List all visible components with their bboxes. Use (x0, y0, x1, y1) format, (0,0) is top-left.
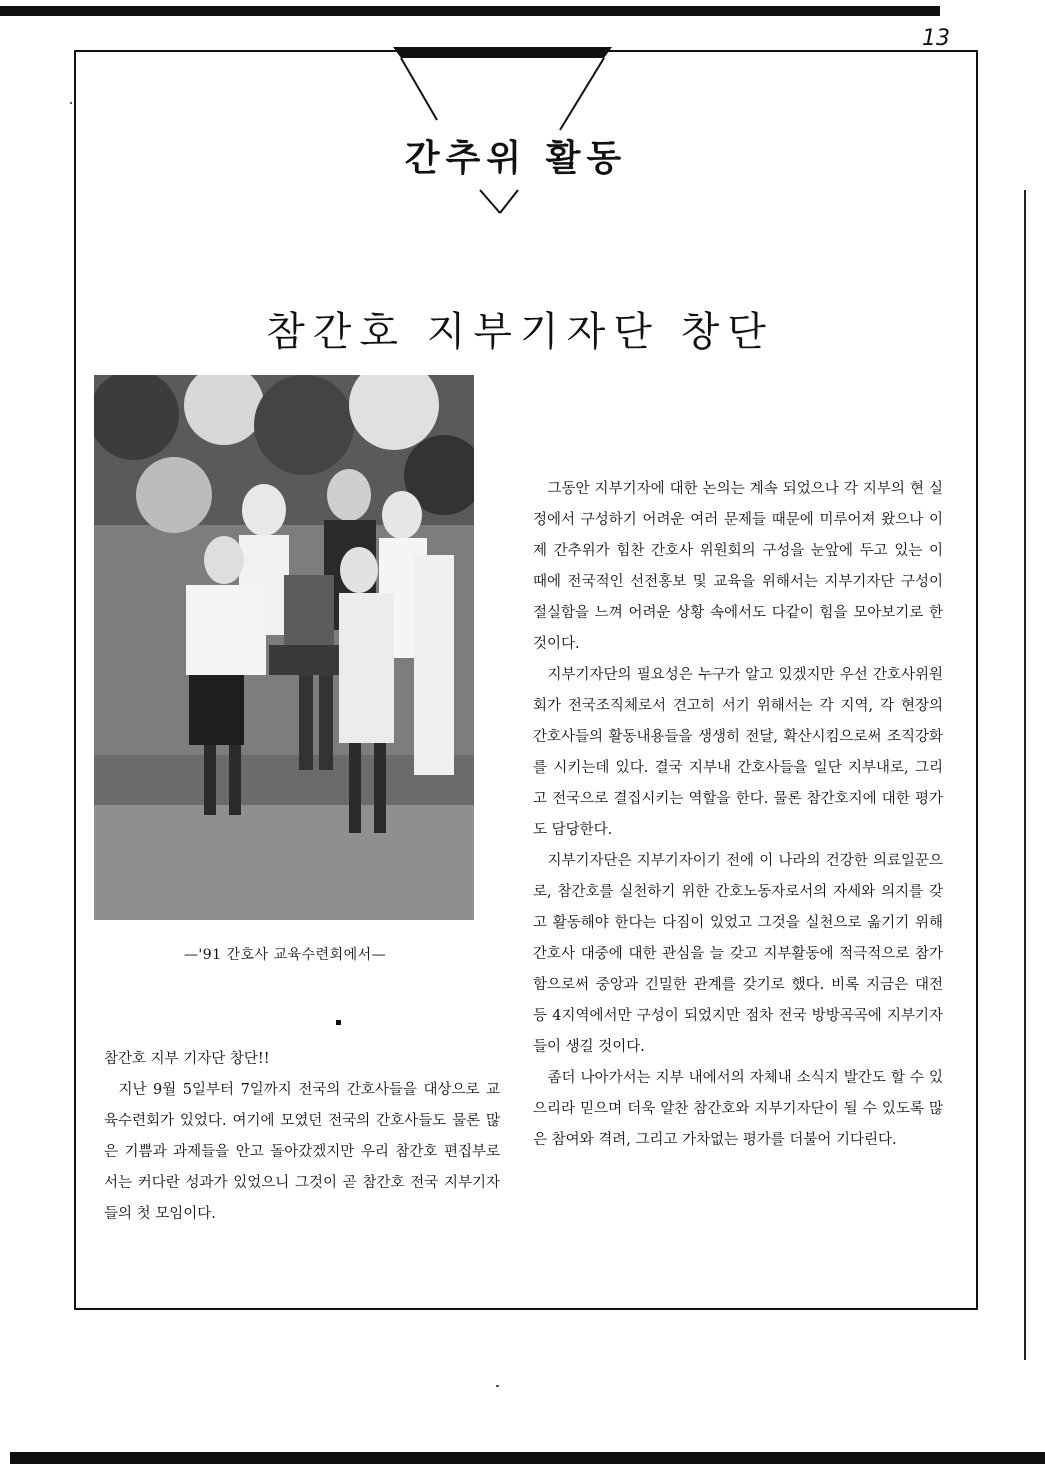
bottom-border-bar (10, 1452, 1045, 1464)
left-subheading: 참간호 지부 기자단 창단!! (104, 1051, 270, 1067)
right-column (533, 474, 943, 1156)
left-column (104, 1044, 500, 1230)
left-paragraph: 지난 9월 5일부터 7일까지 전국의 간호사들을 대상으로 교육수련회가 있었다. 여기에 모였던 전국의 간호사들도 물론 많은 기쁨과 과제들을 안고 돌아갔겠지만 우리 참간호 편집부로서는 커다란 성과가 있었으니 그것이 곧 참간호 전국 지부기자들의 첫 모임이다. (104, 1082, 500, 1222)
right-paragraph-4: 좀더 나아가서는 지부 내에서의 자체내 소식지 발간도 할 수 있으리라 믿으며 더욱 알찬 참간호와 지부기자단이 될 수 있도록 많은 참여와 격려, 그리고 가차없는 평가를 더불어 기다린다. (533, 1070, 943, 1148)
right-paragraph-2: 지부기자단의 필요성은 누구가 알고 있겠지만 우선 간호사위원회가 전국조직체로서 견고히 서기 위해서는 각 지역, 각 현장의 간호사들의 활동내용들을 생생히 전달, 확산시킴으로써 조직강화를 시키는데 있다. 결국 지부내 간호사들을 일단 지부내로, 그리고 전국으로 결집시키는 역할을 한다. 물론 참간호지에 대한 평가도 담당한다. (533, 667, 943, 838)
article-title: 참간호 지부기자단 창단 (266, 309, 774, 355)
photo-caption: —'91 간호사 교육수련회에서— (183, 947, 387, 963)
page-number: 13 (922, 26, 950, 51)
group-photo-icon (94, 375, 474, 920)
right-paragraph-3: 지부기자단은 지부기자이기 전에 이 나라의 건강한 의료일꾼으로, 참간호를 실천하기 위한 간호노동자로서의 자세와 의지를 갖고 활동해야 한다는 다짐이 있었고 그것을 실천으로 옮기기 위해 간호사 대중에 대한 관심을 늘 갖고 지부활동에 적극적으로 참가함으로써 중앙과 긴밀한 관계를 갖기로 했다. 비록 지금은 대전 등 4지역에서만 구성이 되었지만 점차 전국 방방곡곡에 지부기자들이 생길 것이다. (533, 853, 943, 1055)
scan-edge-line (1024, 190, 1026, 1360)
top-border-bar (0, 6, 940, 16)
separator-dot (336, 1020, 341, 1025)
group-photo (94, 375, 474, 920)
right-paragraph-1: 그동안 지부기자에 대한 논의는 계속 되었으나 각 지부의 현 실정에서 구성하기 어려운 여러 문제들 때문에 미루어져 왔으나 이제 간추위가 힘찬 간호사 위원회의 구성을 눈앞에 두고 있는 이 때에 전국적인 선전홍보 및 교육을 위해서는 지부기자단 구성이 절실함을 느껴 어려운 상황 속에서도 다같이 힘을 모아보기로 한 것이다. (533, 481, 943, 652)
category-heading: 간추위 활동 (396, 135, 636, 183)
